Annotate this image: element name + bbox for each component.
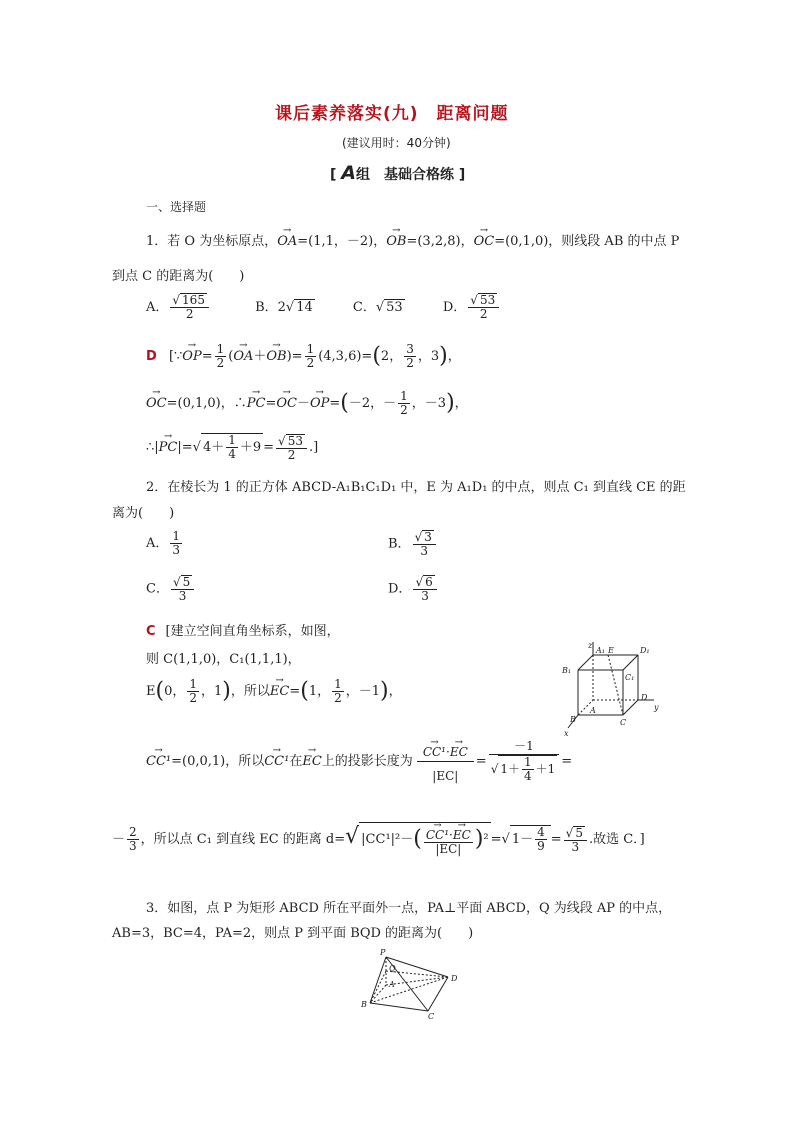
pyramid-figure [358,945,468,1020]
edge-cd [428,977,448,1011]
q2-option-d: D． √ $\frac{6}{3}$ [388,575,439,603]
q3-stem-line1: 3．如图，点 P 为矩形 ABCD 所在平面外一点，PA⊥平面 ABCD，Q 为线段 AP 的中点， [146,901,672,916]
cube-edge [578,655,593,670]
group-letter: A [341,162,356,184]
cube-label: C₁ [625,673,635,682]
q1-options [146,293,501,321]
edge-pb [370,957,386,1003]
q1-option-c: C．√ 53 [353,300,405,315]
pyramid-label: A [389,980,395,989]
q2-solution-line5: － $\frac{2}{3}$ ，所以点 C₁ 到直线 EC 的距离 d=√ |CC¹|²－( → $\frac{\text{CC¹·→ EC}}{|EC|}$ )² =√ 1－ $\frac{4}{9}$ = √ $\frac{5}{3}$ .故选 C．] [112,822,645,856]
edge-bc [370,1003,428,1011]
edge-ad [386,977,448,985]
bracket-close: ] [458,167,466,183]
q3-stem-line2: AB=3，BC=4，PA=2，则点 P 到平面 BQD 的距离为( ) [112,926,474,941]
cube-edge [623,700,638,715]
time-note: (建议用时：40分钟) [342,136,451,150]
pyramid-label: D [451,974,458,983]
bracket-open: [ [330,167,337,183]
page-title: 课后素养落实(九) 距离问题 [275,104,509,124]
cube-label: x [564,729,569,738]
q2-option-a: A． $\frac{1}{3}$ [146,529,181,558]
group-heading [330,162,465,184]
q1-option-b: B．2√ 14 [255,300,315,315]
edge-bd [370,977,448,1003]
q1-stem-line1: 1．若 O 为坐标原点，→ OA=(1,1，－2)，→ OB=(3,2,8)，→ OC=(0,1,0)，则线段 AB 的中点 P [146,230,679,249]
q2-stem-line2: 离为( ) [112,506,175,521]
cube-label: D₁ [640,646,650,655]
ec-segment [608,655,623,715]
cube-edge [623,655,638,670]
cube-label: y [654,703,659,712]
q1-solution-line3: ∴|→ PC|=√ 4＋ $\frac{1}{4}$ ＋9 = √ $\frac{53}{2}$ .] [146,433,318,462]
pyramid-label: C [428,1012,435,1020]
cube-label: B₁ [562,666,572,675]
pyramid-label: P [380,948,386,957]
q2-solution-line1: C [建立空间直角坐标系，如图， [146,624,340,639]
pyramid-label: Q [389,964,396,973]
pyramid-label: B [361,1000,367,1009]
edge-qb [370,971,386,1003]
q1-solution-line1: D [∵→ OP= $\frac{1}{2}$ (→ OA＋→ OB)= $\frac{1}{2}$ (4,3,6)=(2， $\frac{3}{2}$ ，3)， [146,343,461,370]
cube-label: A₁ [596,646,605,655]
q2-option-c: C． √ $\frac{5}{3}$ [146,575,196,603]
cube-label: z [588,641,593,650]
q1-solution-line2: → OC=(0,1,0)，∴→ PC=→ OC－→ OP=(－2，－ $\frac{1}{2}$ ，－3)， [146,390,468,417]
q2-solution-line4: → CC¹=(0,0,1)，所以→ CC¹在→ EC上的投影长度为 → $\frac{\text{CC¹·→ EC}}{|EC|}$ = －1 √ 1＋ $\frac{1}{4}$ ＋1 = [146,740,572,783]
cube-label: E [608,646,614,655]
q1-stem-line2: 到点 C 的距离为( ) [112,269,245,284]
cube-label: C [620,718,627,727]
q1-answer: D [146,349,157,365]
cube-figure [558,640,668,740]
q1-option-d: D． √ $\frac{53}{2}$ [443,300,501,315]
q1-option-a: A． √ $\frac{165}{2}$ [146,300,211,315]
section-label: 一、选择题 [146,200,207,214]
cube-label: B [570,715,576,724]
q2-option-b: B． √ $\frac{3}{3}$ [388,530,438,558]
cube-label: D [641,693,648,702]
q2-stem-line1: 2．在棱长为 1 的正方体 ABCD-A₁B₁C₁D₁ 中，E 为 A₁D₁ 的中点，则点 C₁ 到直线 CE 的距 [146,480,686,495]
q2-solution-line3: E(0， $\frac{1}{2}$ ，1)，所以→ EC=(1， $\frac{1}{2}$ ，－1)， [146,678,402,705]
q2-solution-line2: 则 C(1,1,0)，C₁(1,1,1)， [146,652,301,667]
q2-answer: C [146,624,156,639]
group-label: 组 基础合格练 [356,167,454,183]
cube-label: A [590,706,596,715]
